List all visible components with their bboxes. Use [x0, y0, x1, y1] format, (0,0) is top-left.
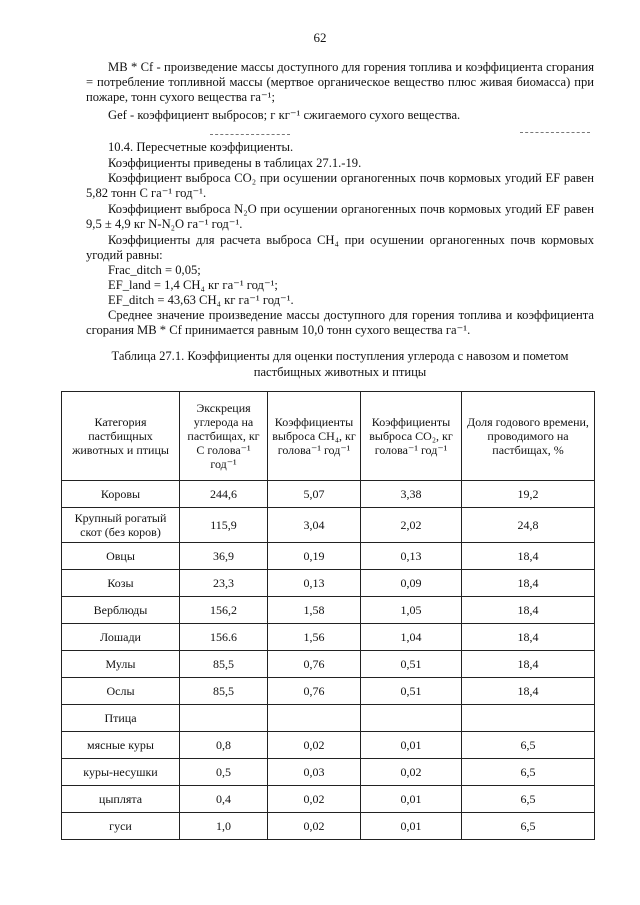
cell-co2: 1,04 [361, 624, 462, 651]
scan-dash-mark [520, 132, 590, 133]
cell-carbon-excretion: 156.6 [180, 624, 268, 651]
header-carbon-excretion: Экскреция углерода на пастбищах, кг C голова⁻¹ год⁻¹ [180, 392, 268, 481]
cell-time-share: 18,4 [462, 597, 595, 624]
table-row [62, 813, 595, 840]
paragraph-ch4-intro: Коэффициенты для расчета выброса CH₄ при осушении органогенных почв кормовых угодий равны: [86, 233, 594, 263]
section-heading-10-4: 10.4. Пересчетные коэффициенты. [108, 140, 294, 154]
cell-carbon-excretion: 0,5 [180, 759, 268, 786]
cell-ch4: 5,07 [268, 481, 361, 508]
cell-category: мясные куры [62, 732, 180, 759]
cell-co2: 0,13 [361, 543, 462, 570]
cell-time-share [462, 705, 595, 732]
table-caption-line-2: пастбищных животных и птицы [253, 365, 427, 379]
cell-time-share: 6,5 [462, 732, 595, 759]
table-header-row [62, 392, 595, 481]
paragraph-tables-ref: Коэффициенты приведены в таблицах 27.1.-19. [108, 156, 362, 170]
cell-carbon-excretion: 36,9 [180, 543, 268, 570]
cell-time-share: 6,5 [462, 813, 595, 840]
cell-carbon-excretion: 85,5 [180, 651, 268, 678]
page-number: 62 [313, 30, 327, 45]
cell-category: гуси [62, 813, 180, 840]
header-ch4-coefficient: Коэффициенты выброса CH₄, кг голова⁻¹ год⁻¹ [268, 392, 361, 481]
cell-co2: 0,09 [361, 570, 462, 597]
cell-carbon-excretion: 1,0 [180, 813, 268, 840]
formula-frac-ditch: Frac_ditch = 0,05; [108, 263, 201, 277]
cell-category: Крупный рогатый скот (без коров) [62, 508, 180, 543]
cell-time-share: 18,4 [462, 678, 595, 705]
cell-category: Мулы [62, 651, 180, 678]
cell-category: Верблюды [62, 597, 180, 624]
cell-category: куры-несушки [62, 759, 180, 786]
paragraph-gef: Gef - коэффициент выбросов; г кг⁻¹ сжигаемого сухого вещества. [108, 108, 461, 122]
table-row [62, 508, 595, 543]
table-row [62, 786, 595, 813]
cell-ch4: 1,56 [268, 624, 361, 651]
cell-category: Ослы [62, 678, 180, 705]
cell-co2: 0,51 [361, 678, 462, 705]
table-row [62, 678, 595, 705]
table-row [62, 732, 595, 759]
cell-co2: 1,05 [361, 597, 462, 624]
cell-co2: 0,51 [361, 651, 462, 678]
cell-carbon-excretion: 156,2 [180, 597, 268, 624]
cell-ch4: 0,76 [268, 678, 361, 705]
cell-ch4: 0,02 [268, 813, 361, 840]
cell-category: цыплята [62, 786, 180, 813]
cell-ch4: 0,02 [268, 732, 361, 759]
cell-co2: 0,01 [361, 786, 462, 813]
cell-carbon-excretion [180, 705, 268, 732]
cell-category: Коровы [62, 481, 180, 508]
header-co2-coefficient: Коэффициенты выброса CO₂, кг голова⁻¹ год⁻¹ [361, 392, 462, 481]
cell-ch4: 0,03 [268, 759, 361, 786]
cell-carbon-excretion: 0,8 [180, 732, 268, 759]
cell-ch4: 0,19 [268, 543, 361, 570]
paragraph-mb-cf-average: Среднее значение произведение массы доступного для горения топлива и коэффициента сгорания MB * Cf принимается равным 10,0 тонн сухого вещества га⁻¹. [86, 308, 594, 338]
header-category: Категория пастбищных животных и птицы [62, 392, 180, 481]
cell-ch4: 0,13 [268, 570, 361, 597]
cell-carbon-excretion: 115,9 [180, 508, 268, 543]
cell-carbon-excretion: 0,4 [180, 786, 268, 813]
table-row [62, 481, 595, 508]
cell-time-share: 18,4 [462, 570, 595, 597]
cell-category: Овцы [62, 543, 180, 570]
header-pasture-time-share: Доля годового времени, проводимого на пастбищах, % [462, 392, 595, 481]
cell-time-share: 18,4 [462, 624, 595, 651]
cell-time-share: 19,2 [462, 481, 595, 508]
formula-ef-ditch: EF_ditch = 43,63 CH₄ кг га⁻¹ год⁻¹. [108, 293, 294, 307]
cell-co2: 0,01 [361, 732, 462, 759]
paragraph-n2o-ef: Коэффициент выброса N₂O при осушении органогенных почв кормовых угодий EF равен 9,5 ± 4,9 кг N-N₂O га⁻¹ год⁻¹. [86, 202, 594, 232]
cell-ch4: 3,04 [268, 508, 361, 543]
paragraph-mb-cf: MB * Cf - произведение массы доступного для горения топлива и коэффициента сгорания = потребление топливной массы (мертвое органическое вещество плюс живая биомасса) при пожаре, тонн сухого вещества га⁻¹; [86, 60, 594, 105]
table-row [62, 705, 595, 732]
table-row [62, 759, 595, 786]
cell-ch4: 0,76 [268, 651, 361, 678]
cell-co2: 0,01 [361, 813, 462, 840]
scan-dash-mark [210, 134, 290, 135]
cell-co2 [361, 705, 462, 732]
cell-category: Козы [62, 570, 180, 597]
paragraph-co2-ef: Коэффициент выброса CO₂ при осушении органогенных почв кормовых угодий EF равен 5,82 тонн C га⁻¹ год⁻¹. [86, 171, 594, 201]
table-row [62, 597, 595, 624]
cell-co2: 0,02 [361, 759, 462, 786]
cell-carbon-excretion: 244,6 [180, 481, 268, 508]
cell-carbon-excretion: 23,3 [180, 570, 268, 597]
cell-time-share: 6,5 [462, 759, 595, 786]
formula-ef-land: EF_land = 1,4 CH₄ кг га⁻¹ год⁻¹; [108, 278, 278, 292]
cell-co2: 3,38 [361, 481, 462, 508]
table-row [62, 543, 595, 570]
cell-co2: 2,02 [361, 508, 462, 543]
cell-time-share: 24,8 [462, 508, 595, 543]
cell-ch4 [268, 705, 361, 732]
cell-ch4: 0,02 [268, 786, 361, 813]
cell-category: Птица [62, 705, 180, 732]
cell-carbon-excretion: 85,5 [180, 678, 268, 705]
table-row [62, 570, 595, 597]
cell-category: Лошади [62, 624, 180, 651]
cell-time-share: 18,4 [462, 543, 595, 570]
cell-time-share: 6,5 [462, 786, 595, 813]
table-caption-line-1: Таблица 27.1. Коэффициенты для оценки поступления углерода с навозом и пометом [111, 349, 569, 363]
coefficients-table [61, 391, 595, 840]
table-row [62, 651, 595, 678]
cell-time-share: 18,4 [462, 651, 595, 678]
table-row [62, 624, 595, 651]
cell-ch4: 1,58 [268, 597, 361, 624]
